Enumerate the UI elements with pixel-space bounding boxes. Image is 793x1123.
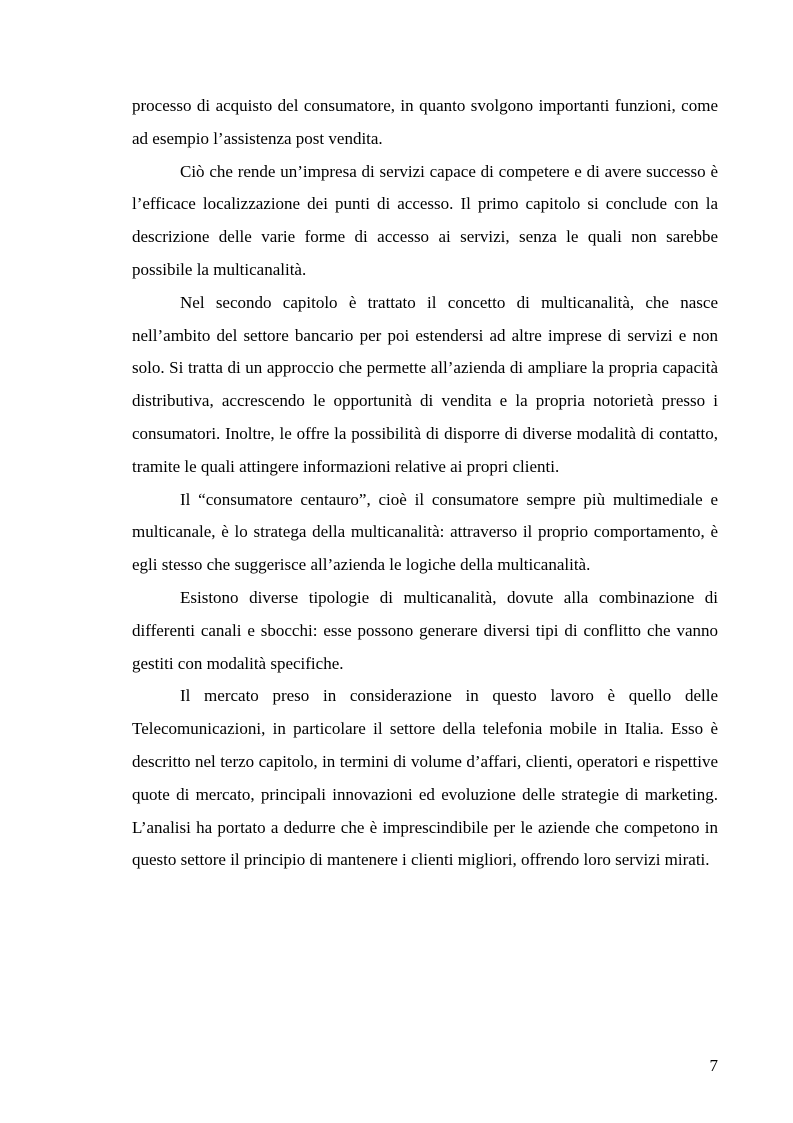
paragraph-4: Il “consumatore centauro”, cioè il consumatore sempre più multimediale e multicanale, è lo stratega della multicanalità: attraverso il proprio comportamento, è egli stesso che suggerisce all’azienda le logiche della multicanalità.: [132, 489, 718, 575]
page-number: 7: [709, 1056, 718, 1075]
paragraph-1: processo di acquisto del consumatore, in quanto svolgono importanti funzioni, come ad esempio l’assistenza post vendita.: [132, 96, 718, 148]
paragraph-3: Nel secondo capitolo è trattato il concetto di multicanalità, che nasce nell’ambito del settore bancario per poi estendersi ad altre imprese di servizi e non solo. Si tratta di un approccio che permette all’azienda di ampliare la propria capacità distributiva, accrescendo le opportunità di vendita e la propria notorietà presso i consumatori. Inoltre, le offre la possibilità di disporre di diverse modalità di contatto, tramite le quali attingere informazioni relative ai propri clienti.: [132, 292, 718, 476]
paragraph-6: Il mercato preso in considerazione in questo lavoro è quello delle Telecomunicazioni, in particolare il settore della telefonia mobile in Italia. Esso è descritto nel terzo capitolo, in termini di volume d’affari, clienti, operatori e rispettive quote di mercato, principali innovazioni ed evoluzione delle strategie di marketing. L’analisi ha portato a dedurre che è imprescindibile per le aziende che competono in questo settore il principio di mantenere i clienti migliori, offrendo loro servizi mirati.: [132, 686, 718, 870]
paragraph-2: Ciò che rende un’impresa di servizi capace di competere e di avere successo è l’efficace localizzazione dei punti di accesso. Il primo capitolo si conclude con la descrizione delle varie forme di accesso ai servizi, senza le quali non sarebbe possibile la multicanalità.: [132, 161, 718, 279]
paragraph-5: Esistono diverse tipologie di multicanalità, dovute alla combinazione di differenti canali e sbocchi: esse possono generare diversi tipi di conflitto che vanno gestiti con modalità specifiche.: [132, 587, 718, 673]
body-text: [132, 90, 718, 877]
